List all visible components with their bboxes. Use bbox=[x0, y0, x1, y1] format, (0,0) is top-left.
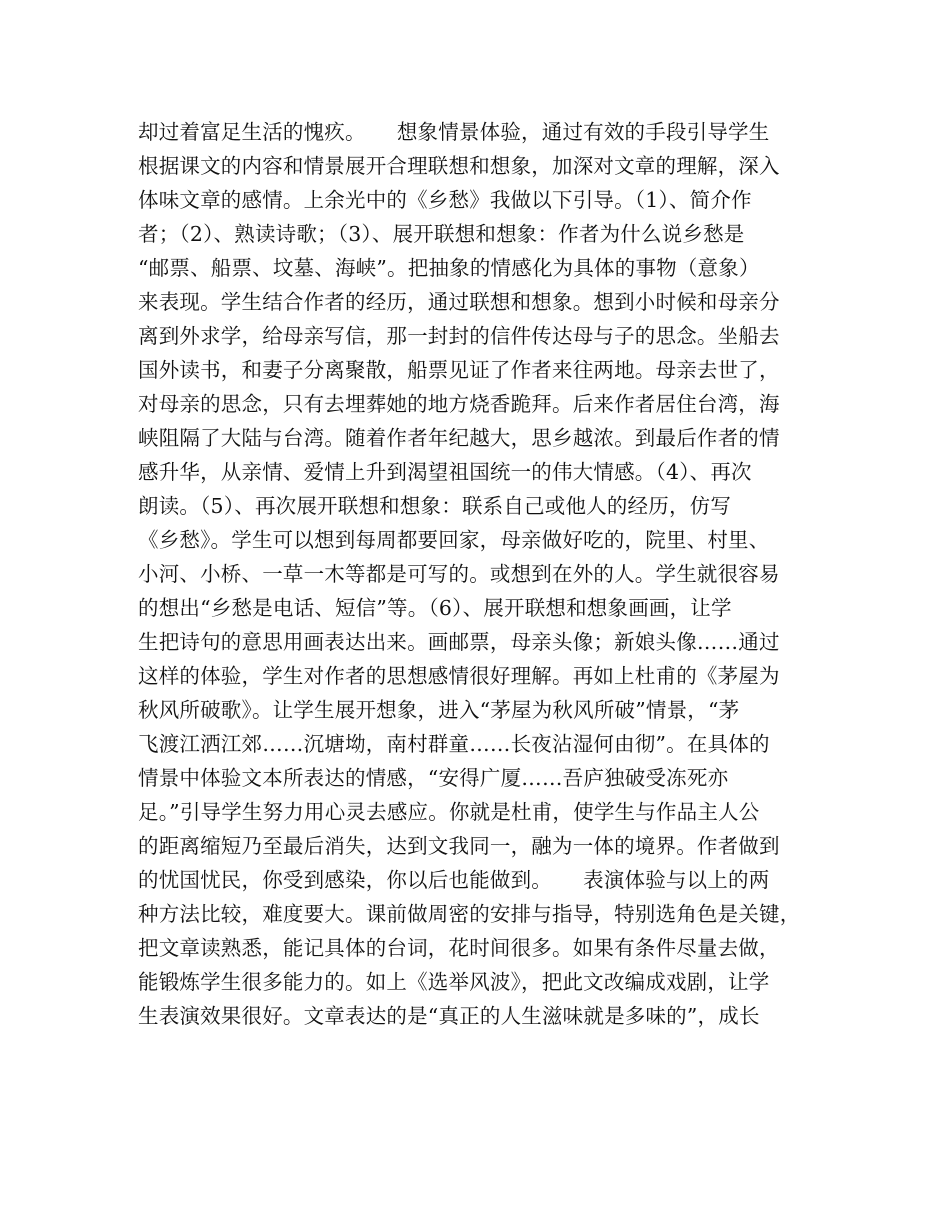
text-line: 离到外求学，给母亲写信，那一封封的信件传达母与子的思念。坐船去 bbox=[138, 324, 780, 348]
text-line: 能锻炼学生很多能力的。如上《选举风波》，把此文改编成戏剧，让学 bbox=[138, 970, 770, 994]
text-line: 这样的体验，学生对作者的思想感情很好理解。再如上杜甫的《茅屋为 bbox=[138, 664, 780, 688]
text-line: 秋风所破歌》。让学生展开想象，进入“茅屋为秋风所破”情景，“茅 bbox=[138, 698, 740, 722]
text-line: 的想出“乡愁是电话、短信”等。（6）、展开联想和想象画画，让学 bbox=[138, 596, 732, 620]
text-line: 来表现。学生结合作者的经历，通过联想和想象。想到小时候和母亲分 bbox=[138, 290, 780, 314]
text-line: 生表演效果很好。文章表达的是“真正的人生滋味就是多味的”，成长 bbox=[138, 1004, 760, 1028]
text-line: 飞渡江洒江郊……沉塘坳，南村群童……长夜沾湿何由彻”。在具体的 bbox=[138, 732, 770, 756]
text-line: 足。”引导学生努力用心灵去感应。你就是杜甫，使学生与作品主人公 bbox=[138, 800, 760, 824]
text-line: 小河、小桥、一草一木等都是可写的。或想到在外的人。学生就很容易 bbox=[138, 562, 780, 586]
text-line: 把文章读熟悉，能记具体的台词，花时间很多。如果有条件尽量去做， bbox=[138, 936, 780, 960]
text-line: 的距离缩短乃至最后消失，达到文我同一，融为一体的境界。作者做到 bbox=[138, 834, 780, 858]
text-line: 朗读。（5）、再次展开联想和想象：联系自己或他人的经历，仿写 bbox=[138, 494, 732, 518]
text-line: 感升华，从亲情、爱情上升到渴望祖国统一的伟大情感。（4）、再次 bbox=[138, 460, 752, 484]
text-line: 《乡愁》。学生可以想到每周都要回家，母亲做好吃的，院里、村里、 bbox=[138, 528, 770, 552]
text-line: 的忧国忧民，你受到感染，你以后也能做到。 表演体验与以上的两 bbox=[138, 868, 770, 892]
body-text bbox=[138, 115, 828, 1033]
text-line: 者；（2）、熟读诗歌；（3）、展开联想和想象：作者为什么说乡愁是 bbox=[138, 222, 745, 246]
text-line: 生把诗句的意思用画表达出来。画邮票，母亲头像；新娘头像……通过 bbox=[138, 630, 780, 654]
text-line: 体味文章的感情。上余光中的《乡愁》我做以下引导。（1）、简介作 bbox=[138, 188, 752, 212]
text-line: 国外读书，和妻子分离聚散，船票见证了作者来往两地。母亲去世了， bbox=[138, 358, 780, 382]
text-line: 峡阻隔了大陆与台湾。随着作者年纪越大，思乡越浓。到最后作者的情 bbox=[138, 426, 780, 450]
text-line: 根据课文的内容和情景展开合理联想和想象，加深对文章的理解，深入 bbox=[138, 154, 780, 178]
text-line: 情景中体验文本所表达的情感，“安得广厦……吾庐独破受冻死亦 bbox=[138, 766, 729, 790]
text-line: “邮票、船票、坟墓、海峡”。把抽象的情感化为具体的事物（意象） bbox=[138, 256, 760, 280]
text-line: 却过着富足生活的愧疚。 想象情景体验，通过有效的手段引导学生 bbox=[138, 120, 770, 144]
text-line: 对母亲的思念，只有去埋葬她的地方烧香跪拜。后来作者居住台湾，海 bbox=[138, 392, 780, 416]
text-line: 种方法比较，难度要大。课前做周密的安排与指导，特别选角色是关键， bbox=[138, 902, 801, 926]
